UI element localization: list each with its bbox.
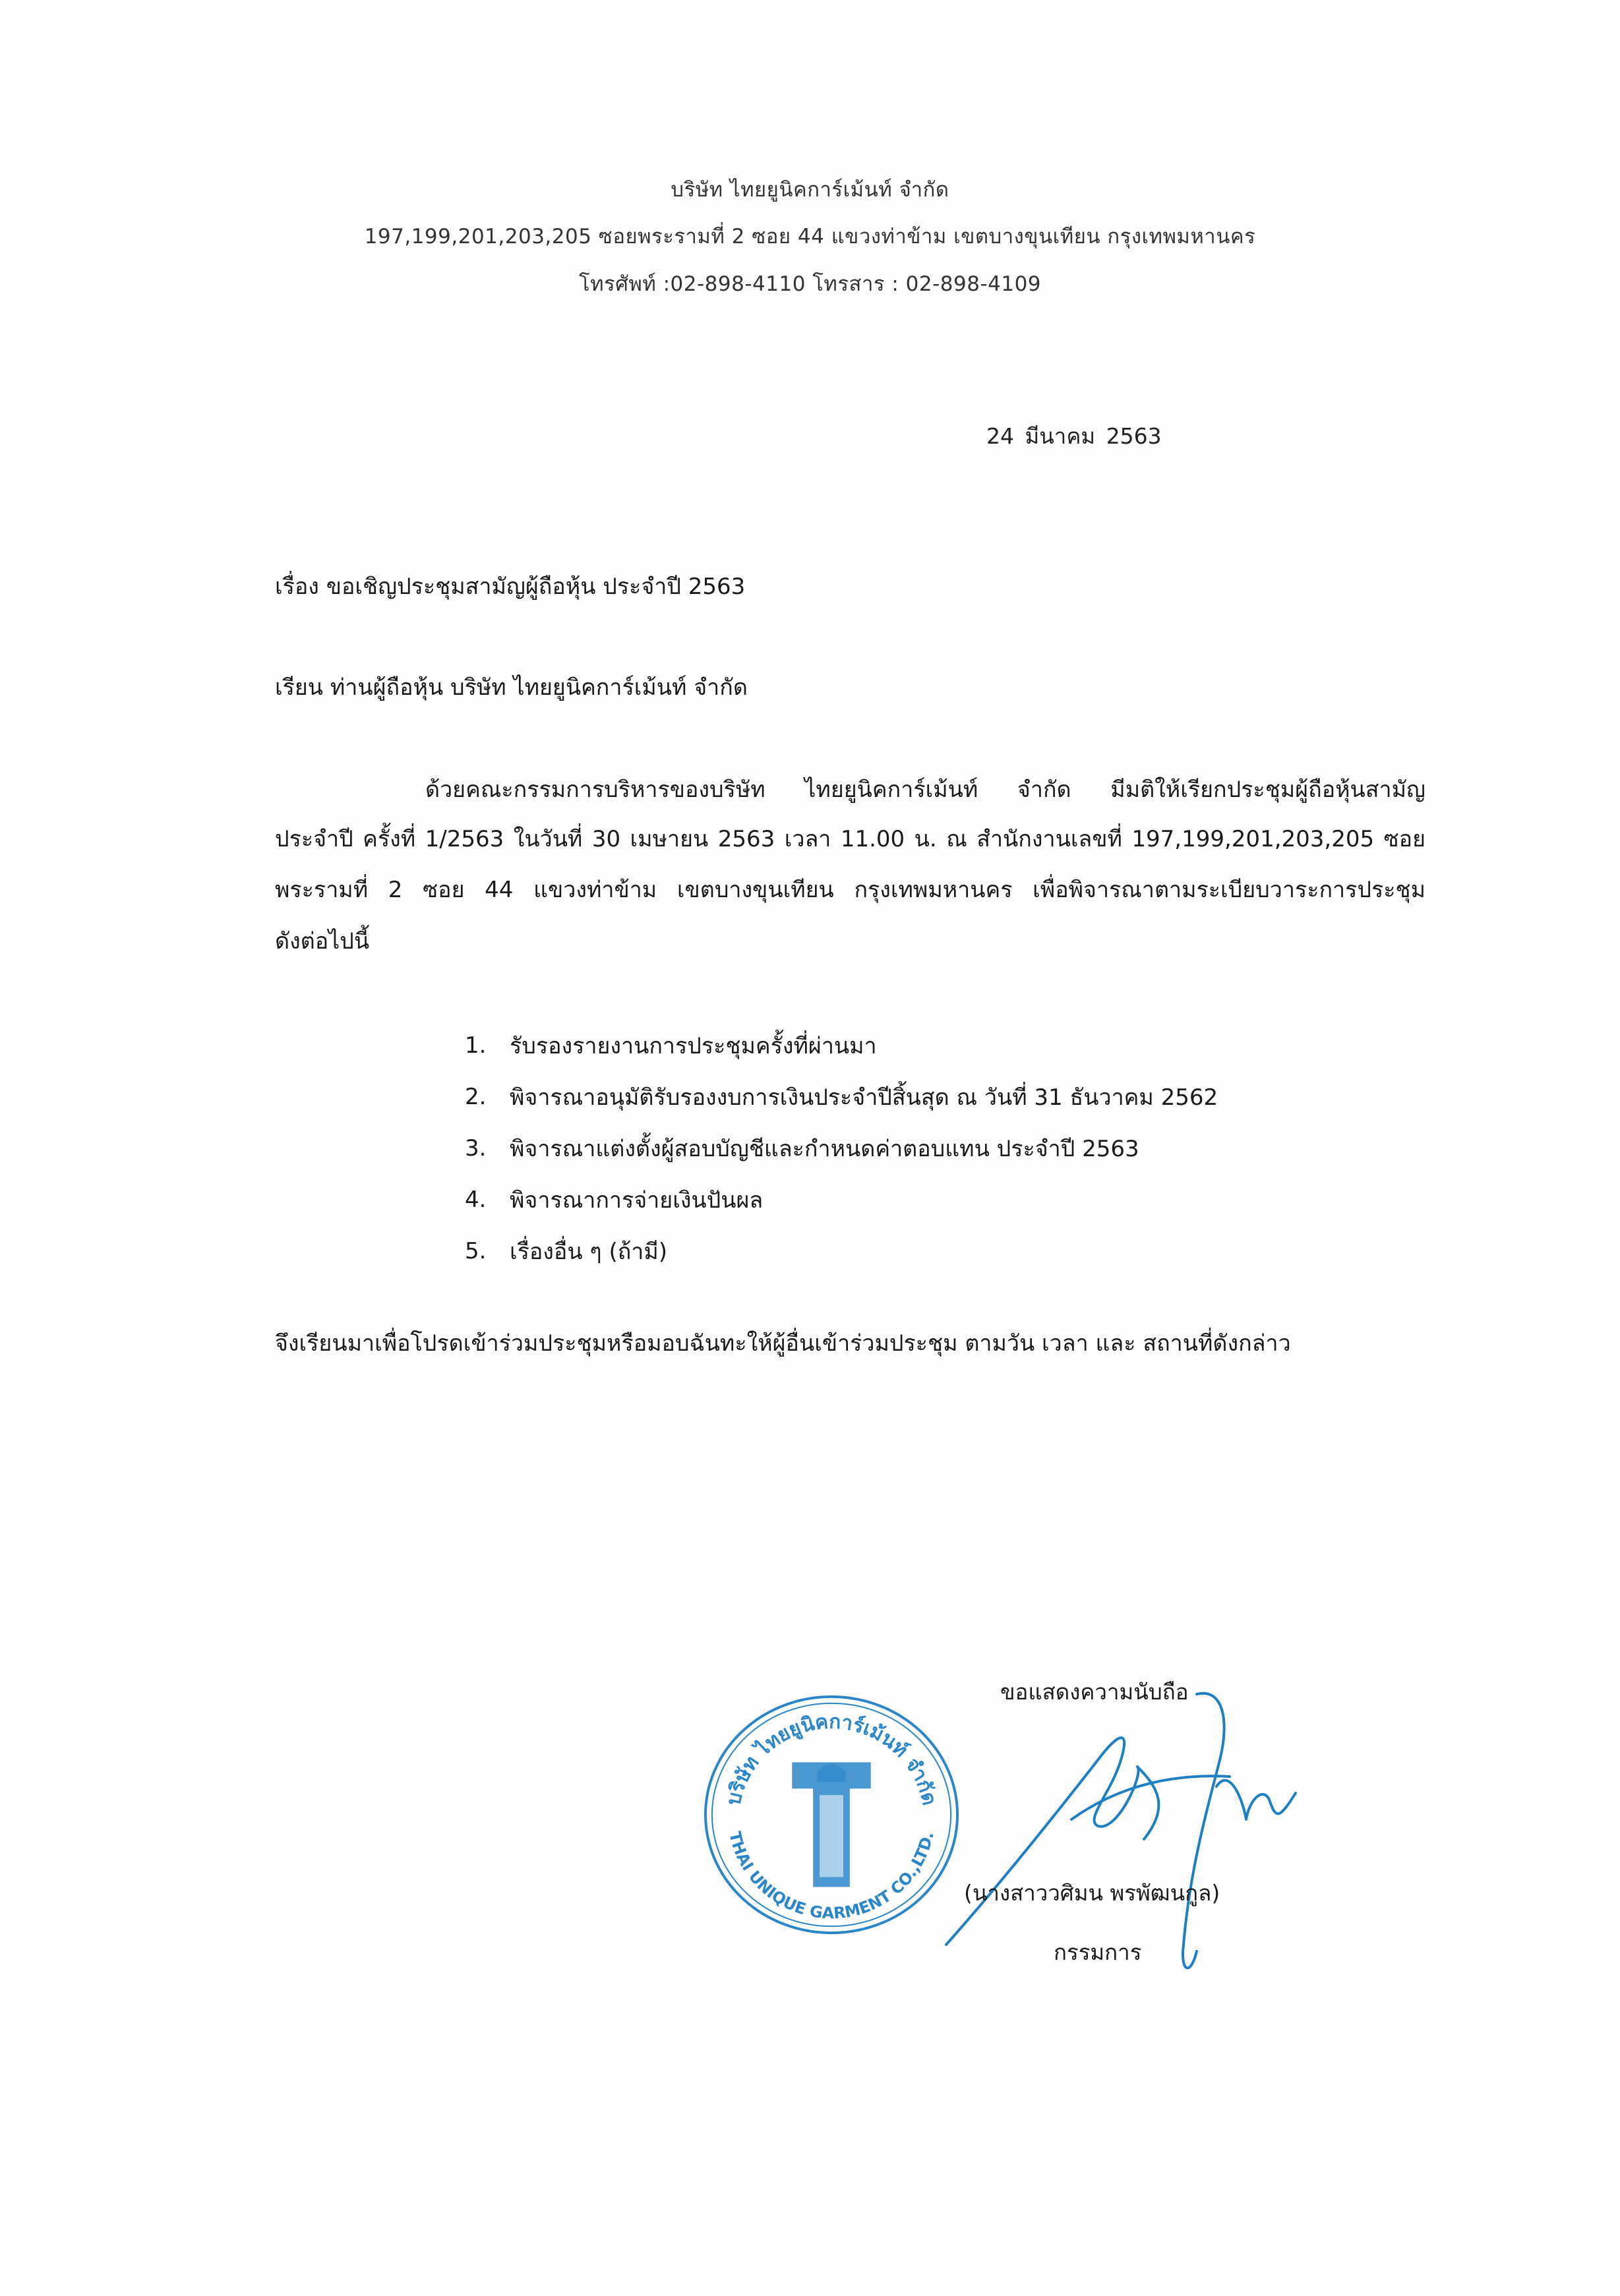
body-line-1: ด้วยคณะกรรมการบริหารของบริษัท ไทยยูนิคการ์เม้นท์ จำกัด มีมติให้เรียกประชุมผู้ถือหุ้นสามัญ [425, 777, 1425, 803]
agenda-item [465, 1174, 1218, 1225]
company-address: 197,199,201,203,205 ซอยพระรามที่ 2 ซอย 44 แขวงท่าข้าม เขตบางขุนเทียน กรุงเทพมหานคร [364, 225, 1256, 249]
agenda-item [465, 1123, 1218, 1174]
agenda-number: 3. [465, 1135, 487, 1162]
agenda-number: 1. [465, 1032, 487, 1059]
letter-salutation: เรียน ท่านผู้ถือหุ้น บริษัท ไทยยูนิคการ์เม้นท์ จำกัด [275, 674, 748, 701]
closing-regards: ขอแสดงความนับถือ [1000, 1679, 1189, 1705]
stamp-thai-text: บริษัท ไทยยูนิคการ์เม้นท์ จำกัด [721, 1710, 942, 1808]
signer-title: กรรมการ [1054, 1939, 1142, 1965]
agenda-number: 2. [465, 1084, 487, 1110]
letter-subject: เรื่อง ขอเชิญประชุมสามัญผู้ถือหุ้น ประจำปี 2563 [275, 574, 746, 600]
agenda-text: เรื่องอื่น ๆ (ถ้ามี) [510, 1239, 668, 1265]
agenda-item [465, 1020, 1218, 1071]
agenda-number: 4. [465, 1187, 487, 1213]
signer-name: (นางสาววศิมน พรพัฒนกูล) [964, 1880, 1220, 1906]
agenda-list [465, 1020, 1218, 1277]
agenda-text: พิจารณาอนุมัติรับรองงบการเงินประจำปีสิ้นสุด ณ วันที่ 31 ธันวาคม 2562 [510, 1084, 1218, 1111]
closing-sentence: จึงเรียนมาเพื่อโปรดเข้าร่วมประชุมหรือมอบฉันทะให้ผู้อื่นเข้าร่วมประชุม ตามวัน เวลา และ สถานที่ดังกล่าว [275, 1330, 1291, 1357]
company-phones: โทรศัพท์ :02-898-4110 โทรสาร : 02-898-4109 [578, 272, 1042, 296]
body-line-3: พระรามที่ 2 ซอย 44 แขวงท่าข้าม เขตบางขุนเทียน กรุงเทพมหานคร เพื่อพิจารณาตามระเบียบวาระการประชุม [275, 877, 1425, 903]
letter-date: 24 มีนาคม 2563 [986, 423, 1162, 449]
agenda-text: พิจารณาการจ่ายเงินปันผล [510, 1187, 764, 1214]
agenda-number: 5. [465, 1238, 487, 1264]
agenda-item [465, 1225, 1218, 1277]
body-line-2: ประจำปี ครั้งที่ 1/2563 ในวันที่ 30 เมษายน 2563 เวลา 11.00 น. ณ สำนักงานเลขที่ 197,199,201,203,205 ซอย [275, 826, 1425, 852]
company-logo-icon [792, 1762, 870, 1887]
company-name: บริษัท ไทยยูนิคการ์เม้นท์ จำกัด [671, 178, 949, 202]
agenda-text: รับรองรายงานการประชุมครั้งที่ผ่านมา [510, 1033, 877, 1059]
stamp-english-text: THAI UNIQUE GARMENT CO.,LTD. [725, 1829, 938, 1923]
body-line-4: ดังต่อไปนี้ [275, 928, 370, 955]
agenda-text: พิจารณาแต่งตั้งผู้สอบบัญชีและกำหนดค่าตอบแทน ประจำปี 2563 [510, 1136, 1139, 1162]
agenda-item [465, 1071, 1218, 1123]
